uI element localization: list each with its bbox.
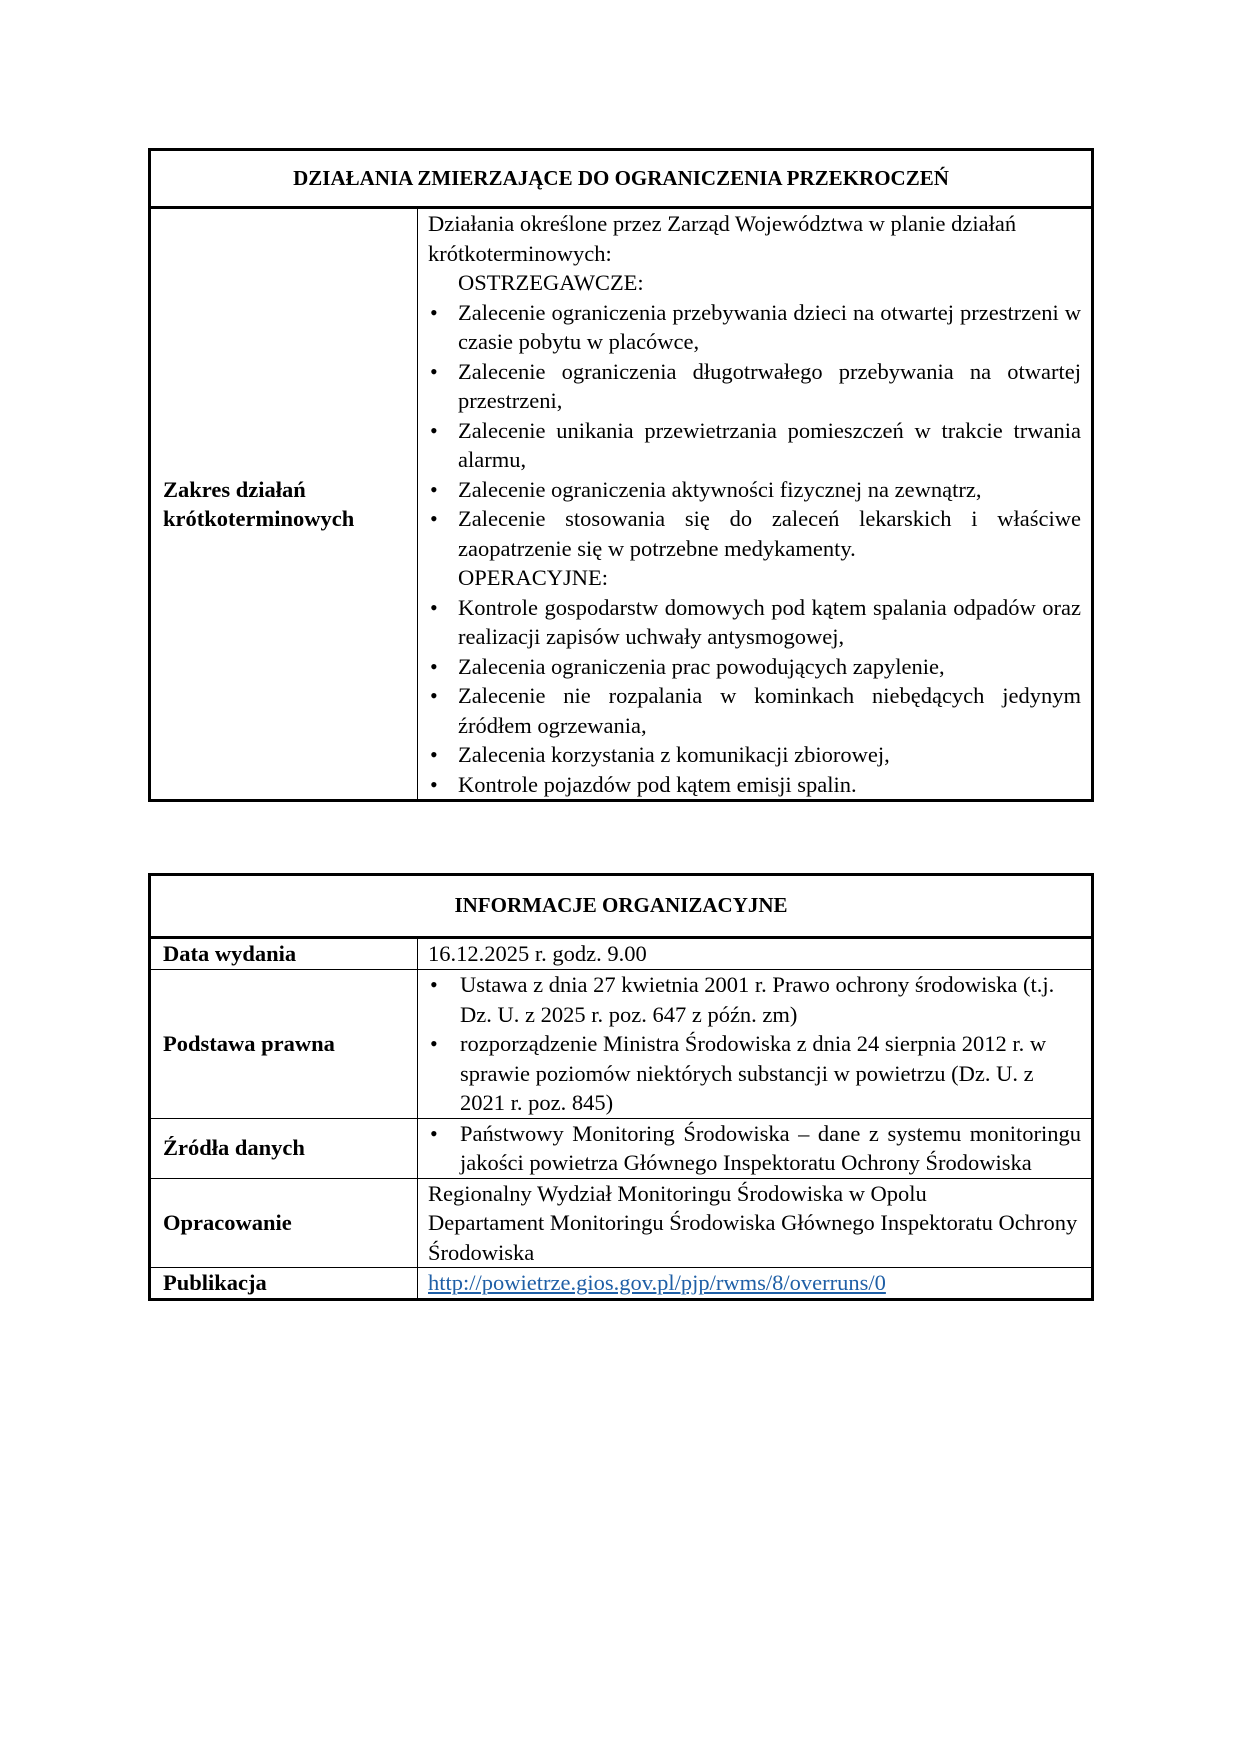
list-item: • Zalecenie ograniczenia aktywności fizycznej na zewnątrz, <box>428 475 1081 505</box>
table-row <box>150 1118 1093 1178</box>
list-item: • Zalecenie ograniczenia długotrwałego przebywania na otwartej przestrzeni, <box>428 357 1081 416</box>
short-term-actions-label <box>150 208 418 801</box>
actions-table-title: DZIAŁANIA ZMIERZAJĄCE DO OGRANICZENIA PRZEKROCZEŃ <box>150 150 1093 208</box>
table-row <box>150 938 1093 970</box>
publication-link[interactable]: http://powietrze.gios.gov.pl/pjp/rwms/8/overruns/0 <box>428 1270 886 1296</box>
label-line-2: krótkoterminowych <box>163 506 355 531</box>
short-term-actions-content <box>418 208 1093 801</box>
prepared-by-line-2: Departament Monitoringu Środowiska Głównego Inspektoratu Ochrony Środowiska <box>428 1210 1078 1265</box>
actions-table <box>148 148 1094 802</box>
issue-date-label: Data wydania <box>150 938 418 970</box>
list-item: • Zalecenie nie rozpalania w kominkach niebędących jedynym źródłem ogrzewania, <box>428 681 1081 740</box>
list-item: • Zalecenia ograniczenia prac powodujących zapylenie, <box>428 652 1081 682</box>
list-item: • Kontrole pojazdów pod kątem emisji spalin. <box>428 770 1081 800</box>
prepared-by-value <box>418 1178 1093 1268</box>
table-row <box>150 1268 1093 1300</box>
legal-basis-value <box>418 970 1093 1119</box>
table-row <box>150 1178 1093 1268</box>
list-item: • rozporządzenie Ministra Środowiska z dnia 24 sierpnia 2012 r. w sprawie poziomów niektórych substancji w powietrzu (Dz. U. z 2021 r. poz. 845) <box>428 1029 1081 1118</box>
prepared-by-label: Opracowanie <box>150 1178 418 1268</box>
label-line-1: Zakres działań <box>163 476 306 502</box>
warning-group-title: OSTRZEGAWCZE: <box>458 270 644 295</box>
publication-value <box>418 1268 1093 1300</box>
list-item: • Ustawa z dnia 27 kwietnia 2001 r. Prawo ochrony środowiska (t.j. Dz. U. z 2025 r. poz. 647 z późn. zm) <box>428 970 1081 1029</box>
legal-basis-label: Podstawa prawna <box>150 970 418 1119</box>
data-sources-label: Źródła danych <box>150 1118 418 1178</box>
legal-basis-list <box>428 970 1081 1118</box>
list-item: • Kontrole gospodarstw domowych pod kątem spalania odpadów oraz realizacji zapisów uchwały antysmogowej, <box>428 593 1081 652</box>
organizational-info-title: INFORMACJE ORGANIZACYJNE <box>150 875 1093 938</box>
issue-date-value: 16.12.2025 r. godz. 9.00 <box>418 938 1093 970</box>
warning-actions-list <box>428 298 1081 564</box>
actions-intro: Działania określone przez Zarząd Województwa w planie działań krótkoterminowych: <box>428 211 1017 266</box>
prepared-by-line-1: Regionalny Wydział Monitoringu Środowiska w Opolu <box>428 1180 927 1206</box>
list-item: • Zalecenie stosowania się do zaleceń lekarskich i właściwe zaopatrzenie się w potrzebne medykamenty. <box>428 504 1081 563</box>
list-item: • Zalecenie unikania przewietrzania pomieszczeń w trakcie trwania alarmu, <box>428 416 1081 475</box>
operational-actions-list <box>428 593 1081 800</box>
organizational-info-table <box>148 873 1094 1301</box>
list-item: • Zalecenia korzystania z komunikacji zbiorowej, <box>428 740 1081 770</box>
operational-group-title: OPERACYJNE: <box>458 565 609 590</box>
list-item: • Zalecenie ograniczenia przebywania dzieci na otwartej przestrzeni w czasie pobytu w placówce, <box>428 298 1081 357</box>
data-sources-value <box>418 1118 1093 1178</box>
list-item: • Państwowy Monitoring Środowiska – dane z systemu monitoringu jakości powietrza Głównego Inspektoratu Ochrony Środowiska <box>428 1119 1081 1178</box>
table-row <box>150 970 1093 1119</box>
publication-label: Publikacja <box>150 1268 418 1300</box>
data-sources-list <box>428 1119 1081 1178</box>
